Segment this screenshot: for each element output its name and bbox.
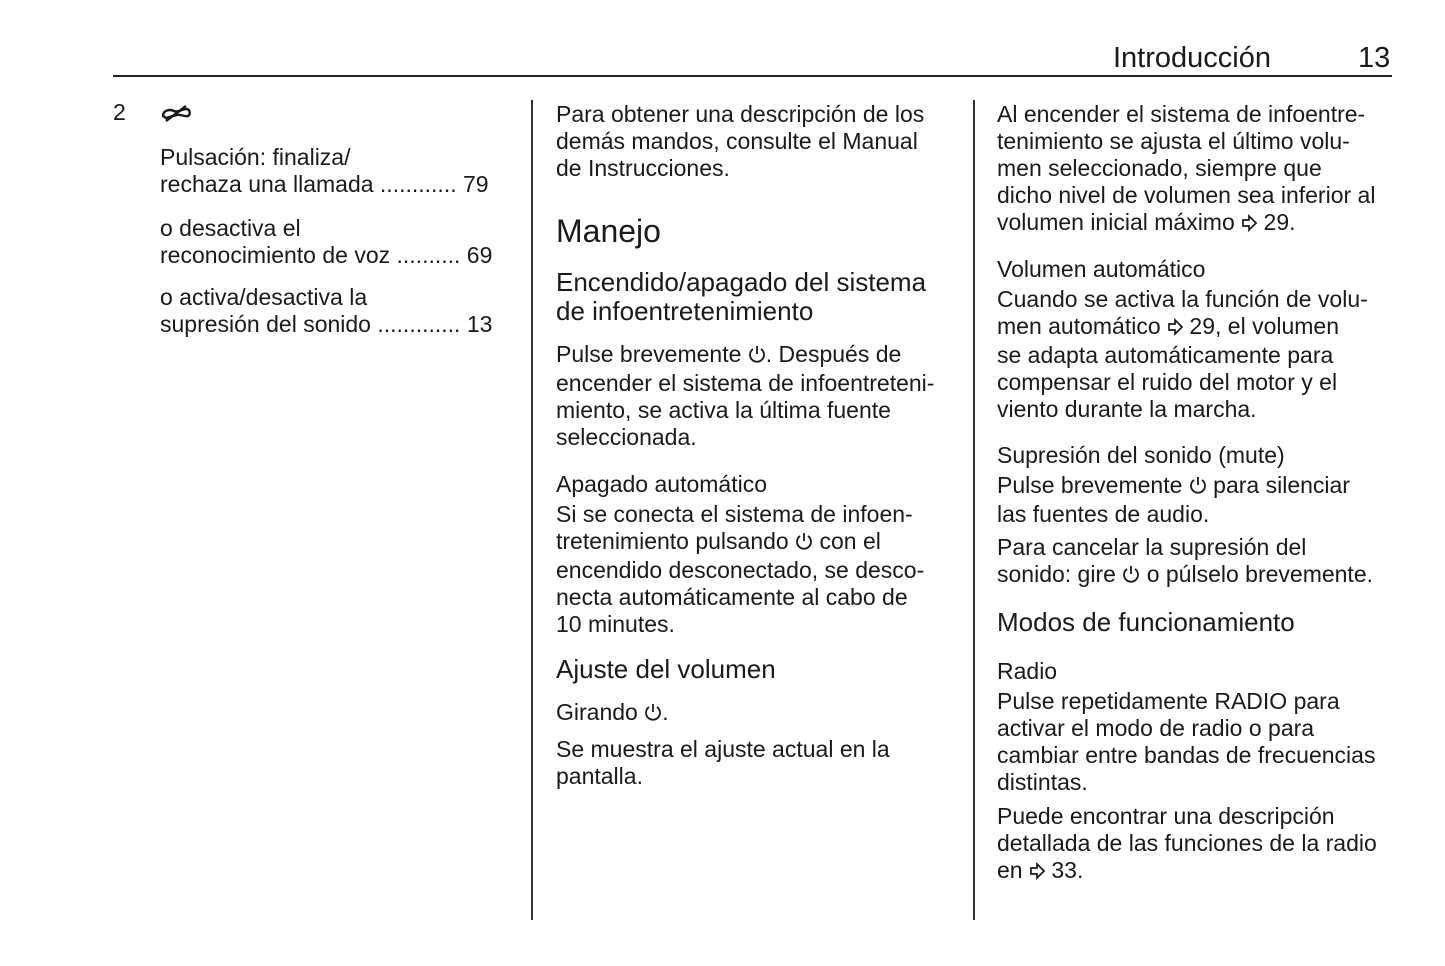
- heading-auto-volume: Volumen automático: [997, 256, 1206, 282]
- heading-power: Encendido/apagado del sistema de infoentretenimiento: [556, 267, 927, 326]
- text: Si se conecta el sistema de infoen- tretenimiento pulsando: [556, 501, 913, 554]
- text: Al encender el sistema de infoentre- tenimiento se ajusta el último volu- men seleccionado, siempre que dicho nivel de volumen sea inferior al volumen inicial máximo: [997, 101, 1376, 235]
- power-paragraph: [556, 341, 934, 451]
- page-number: 13: [1358, 42, 1391, 74]
- power-icon: [1122, 563, 1140, 590]
- startup-volume-paragraph: [997, 101, 1375, 238]
- text: .: [662, 699, 669, 725]
- text: para silenciar las fuentes de audio.: [997, 472, 1350, 527]
- power-icon: [795, 530, 813, 557]
- text: o púlselo brevemente.: [1140, 561, 1374, 587]
- heading-radio: Radio: [997, 658, 1058, 684]
- auto-volume-paragraph: [997, 286, 1368, 423]
- function-entry: o desactiva el reconocimiento de voz .......... 69: [160, 215, 493, 268]
- volume-paragraph-2: Se muestra el ajuste actual en la pantalla.: [556, 736, 890, 789]
- text: Pulse brevemente: [997, 472, 1189, 498]
- column-divider: [973, 100, 975, 920]
- text: 29, el volumen se adapta automáticamente para compensar el ruido del motor y el viento durante la marcha.: [997, 313, 1340, 422]
- text: con el encendido desconectado, se desco- necta automáticamente al cabo de 10 minutes.: [556, 528, 925, 637]
- auto-off-paragraph: [556, 501, 924, 638]
- text: 33.: [1044, 857, 1084, 883]
- function-entry: Pulsación: finaliza/ rechaza una llamada ............ 79: [160, 144, 489, 197]
- radio-paragraph: Pulse repetidamente RADIO para activar el modo de radio o para cambiar entre bandas de frecuencias distintas.: [997, 688, 1376, 795]
- power-icon: [644, 701, 662, 728]
- heading-manejo: Manejo: [556, 213, 661, 249]
- item-number: 2: [113, 99, 126, 125]
- text: Girando: [556, 699, 645, 725]
- heading-volume: Ajuste del volumen: [556, 654, 776, 684]
- heading-auto-off: Apagado automático: [556, 471, 767, 497]
- cancel-mute-paragraph: [997, 534, 1373, 590]
- text: Puede encontrar una descripción detallada de las funciones de la radio en: [997, 803, 1377, 883]
- power-icon: [1189, 474, 1207, 501]
- text: Pulse brevemente: [556, 341, 748, 367]
- heading-mute: Supresión del sonido (mute): [997, 442, 1285, 468]
- column-divider: [531, 100, 533, 920]
- mute-paragraph: [997, 472, 1350, 528]
- volume-paragraph: [556, 699, 669, 728]
- text: 29.: [1257, 209, 1296, 235]
- heading-modes: Modos de funcionamiento: [997, 607, 1295, 637]
- page-reference-arrow-icon: [1029, 859, 1045, 886]
- phone-hangup-icon: [160, 104, 192, 127]
- text: . Después de encender el sistema de infoentreteni- miento, se activa la última fuente seleccionada.: [556, 341, 935, 450]
- section-title: Introducción: [1113, 42, 1271, 74]
- page-reference-arrow-icon: [1241, 211, 1257, 238]
- intro-paragraph: Para obtener una descripción de los demás mandos, consulte el Manual de Instrucciones.: [556, 101, 925, 181]
- radio-reference-paragraph: [997, 803, 1377, 886]
- header-rule: [113, 75, 1392, 77]
- power-icon: [748, 343, 766, 370]
- function-entry: o activa/desactiva la supresión del sonido ............. 13: [160, 284, 493, 337]
- text: Para cancelar la supresión del sonido: gire: [997, 534, 1307, 587]
- page-reference-arrow-icon: [1167, 315, 1183, 342]
- text: Cuando se activa la función de volu- men automático: [997, 286, 1368, 339]
